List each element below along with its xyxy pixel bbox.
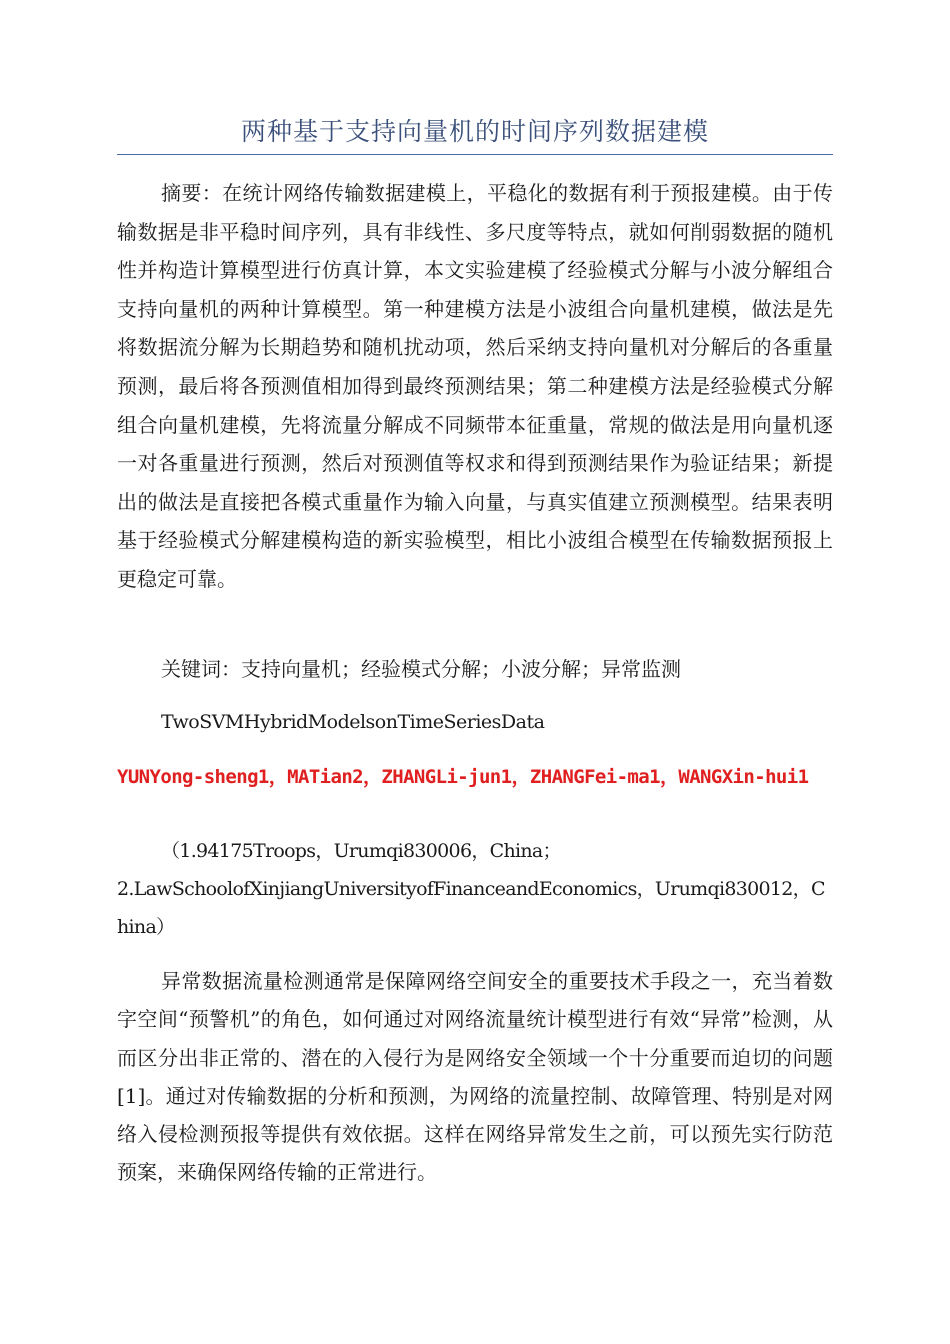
affiliation-line-2: 2.LawSchoolofXinjiangUniversityofFinanceandEconomics，Urumqi830012，China） bbox=[117, 878, 825, 938]
affiliation-block bbox=[117, 832, 833, 946]
title-underline bbox=[117, 154, 833, 155]
english-title: TwoSVMHybridModelsonTimeSeriesData bbox=[161, 711, 545, 733]
keywords-line: 关键词：支持向量机；经验模式分解；小波分解；异常监测 bbox=[161, 657, 681, 681]
document-title: 两种基于支持向量机的时间序列数据建模 bbox=[240, 117, 709, 146]
affiliation-line-1: （1.94175Troops，Urumqi830006，China； bbox=[161, 840, 561, 862]
abstract-paragraph: 摘要：在统计网络传输数据建模上，平稳化的数据有利于预报建模。由于传输数据是非平稳时间序列，具有非线性、多尺度等特点，就如何削弱数据的随机性并构造计算模型进行仿真计算，本文实验建模了经验模式分解与小波分解组合支持向量机的两种计算模型。第一种建模方法是小波组合向量机建模，做法是先将数据流分解为长期趋势和随机扰动项，然后采纳支持向量机对分解后的各重量预测，最后将各预测值相加得到最终预测结果；第二种建模方法是经验模式分解组合向量机建模，先将流量分解成不同频带本征重量，常规的做法是用向量机逐一对各重量进行预测，然后对预测值等权求和得到预测结果作为验证结果；新提出的做法是直接把各模式重量作为输入向量，与真实值建立预测模型。结果表明基于经验模式分解建模构造的新实验模型，相比小波组合模型在传输数据预报上更稳定可靠。 bbox=[117, 181, 833, 591]
intro-paragraph: 异常数据流量检测通常是保障网络空间安全的重要技术手段之一，充当着数字空间“预警机”的角色，如何通过对网络流量统计模型进行有效“异常”检测，从而区分出非正常的、潜在的入侵行为是网络安全领域一个十分重要而迫切的问题[1]。通过对传输数据的分析和预测，为网络的流量控制、故障管理、特别是对网络入侵检测预报等提供有效依据。这样在网络异常发生之前，可以预先实行防范预案，来确保网络传输的正常进行。 bbox=[117, 969, 833, 1185]
author-list: YUNYong-sheng1，MATian2，ZHANGLi-jun1，ZHANGFei-ma1，WANGXin-hui1 bbox=[117, 766, 809, 788]
